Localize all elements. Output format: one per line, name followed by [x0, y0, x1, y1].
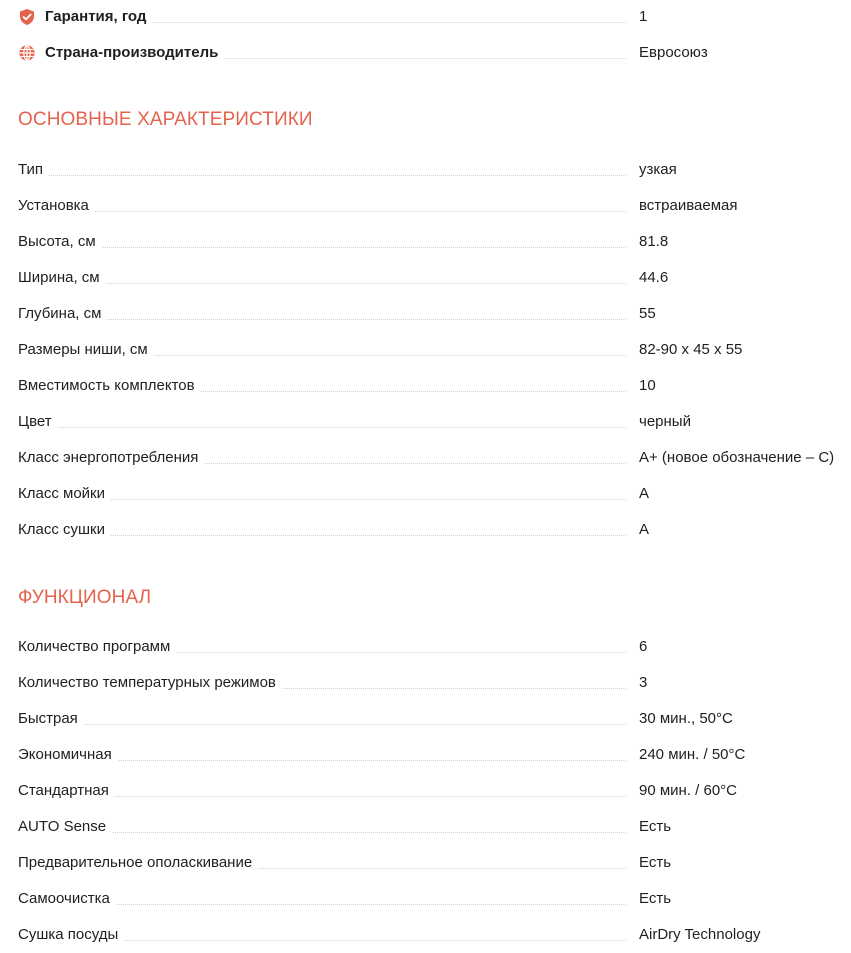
dotted-leader: [18, 247, 626, 248]
spec-value: 55: [639, 305, 656, 322]
spec-label: Страна-производитель: [18, 43, 224, 63]
spec-value: 240 мин. / 50°С: [639, 746, 746, 763]
spec-label: Экономичная: [18, 745, 118, 765]
dotted-leader: [18, 724, 626, 725]
spec-value: черный: [639, 413, 691, 430]
spec-value: AirDry Technology: [639, 926, 761, 943]
spec-row: [18, 781, 851, 801]
spec-label: Предварительное ополаскивание: [18, 853, 258, 873]
section-title-functionality: ФУНКЦИОНАЛ: [18, 587, 152, 608]
spec-label: Цвет: [18, 412, 58, 432]
spec-row: [18, 673, 851, 693]
spec-row: [18, 448, 851, 468]
dotted-leader: [18, 211, 626, 212]
spec-row: [18, 637, 851, 657]
spec-row: [18, 196, 851, 216]
dotted-leader: [18, 283, 626, 284]
spec-row: [18, 520, 851, 540]
spec-value: встраиваемая: [639, 197, 738, 214]
spec-row: [18, 709, 851, 729]
spec-value: 10: [639, 377, 656, 394]
spec-label: Высота, см: [18, 232, 102, 252]
spec-label: Гарантия, год: [18, 7, 152, 27]
spec-value: А: [639, 521, 650, 538]
spec-label: Класс энергопотребления: [18, 448, 204, 468]
spec-value: 3: [639, 674, 648, 691]
spec-label: Глубина, см: [18, 304, 107, 324]
spec-row: [18, 340, 851, 360]
spec-value: 81.8: [639, 233, 669, 250]
dotted-leader: [18, 427, 626, 428]
spec-label: Стандартная: [18, 781, 115, 801]
dotted-leader: [18, 175, 626, 176]
spec-value: Есть: [639, 854, 672, 871]
spec-value: А+ (новое обозначение – С): [639, 449, 835, 466]
spec-value: 6: [639, 638, 648, 655]
spec-row: [18, 853, 851, 873]
shield-check-icon: [18, 8, 36, 26]
spec-label: Количество программ: [18, 637, 176, 657]
spec-label: Ширина, см: [18, 268, 106, 288]
dotted-leader: [18, 319, 626, 320]
spec-row: [18, 268, 851, 288]
spec-value: узкая: [639, 161, 677, 178]
spec-value: 82-90 х 45 х 55: [639, 341, 743, 358]
spec-row: [18, 412, 851, 432]
spec-row: [18, 376, 851, 396]
spec-label: Размеры ниши, см: [18, 340, 154, 360]
spec-label: Сушка посуды: [18, 925, 124, 945]
spec-label: Тип: [18, 160, 49, 180]
spec-value: Есть: [639, 890, 672, 907]
spec-row: [18, 160, 851, 180]
spec-value: 30 мин., 50°С: [639, 710, 733, 727]
spec-row: [18, 232, 851, 252]
spec-row: [18, 817, 851, 837]
spec-value: 90 мин. / 60°С: [639, 782, 738, 799]
spec-row: [18, 484, 851, 504]
spec-value: 1: [639, 8, 648, 25]
spec-row: [18, 925, 851, 945]
spec-row-warranty: [18, 7, 851, 27]
spec-label: Установка: [18, 196, 95, 216]
spec-label: AUTO Sense: [18, 817, 112, 837]
globe-icon: [18, 44, 36, 62]
spec-label: Количество температурных режимов: [18, 673, 282, 693]
spec-label: Класс сушки: [18, 520, 111, 540]
spec-row: [18, 745, 851, 765]
spec-label: Класс мойки: [18, 484, 111, 504]
spec-value: Евросоюз: [639, 44, 708, 61]
spec-value: Есть: [639, 818, 672, 835]
spec-row: [18, 304, 851, 324]
spec-row: [18, 889, 851, 909]
spec-label: Быстрая: [18, 709, 84, 729]
spec-row-country: [18, 43, 851, 63]
spec-label: Вместимость комплектов: [18, 376, 201, 396]
spec-value: 44.6: [639, 269, 669, 286]
spec-value: А: [639, 485, 650, 502]
section-title-main-characteristics: ОСНОВНЫЕ ХАРАКТЕРИСТИКИ: [18, 109, 313, 130]
spec-label: Самоочистка: [18, 889, 116, 909]
